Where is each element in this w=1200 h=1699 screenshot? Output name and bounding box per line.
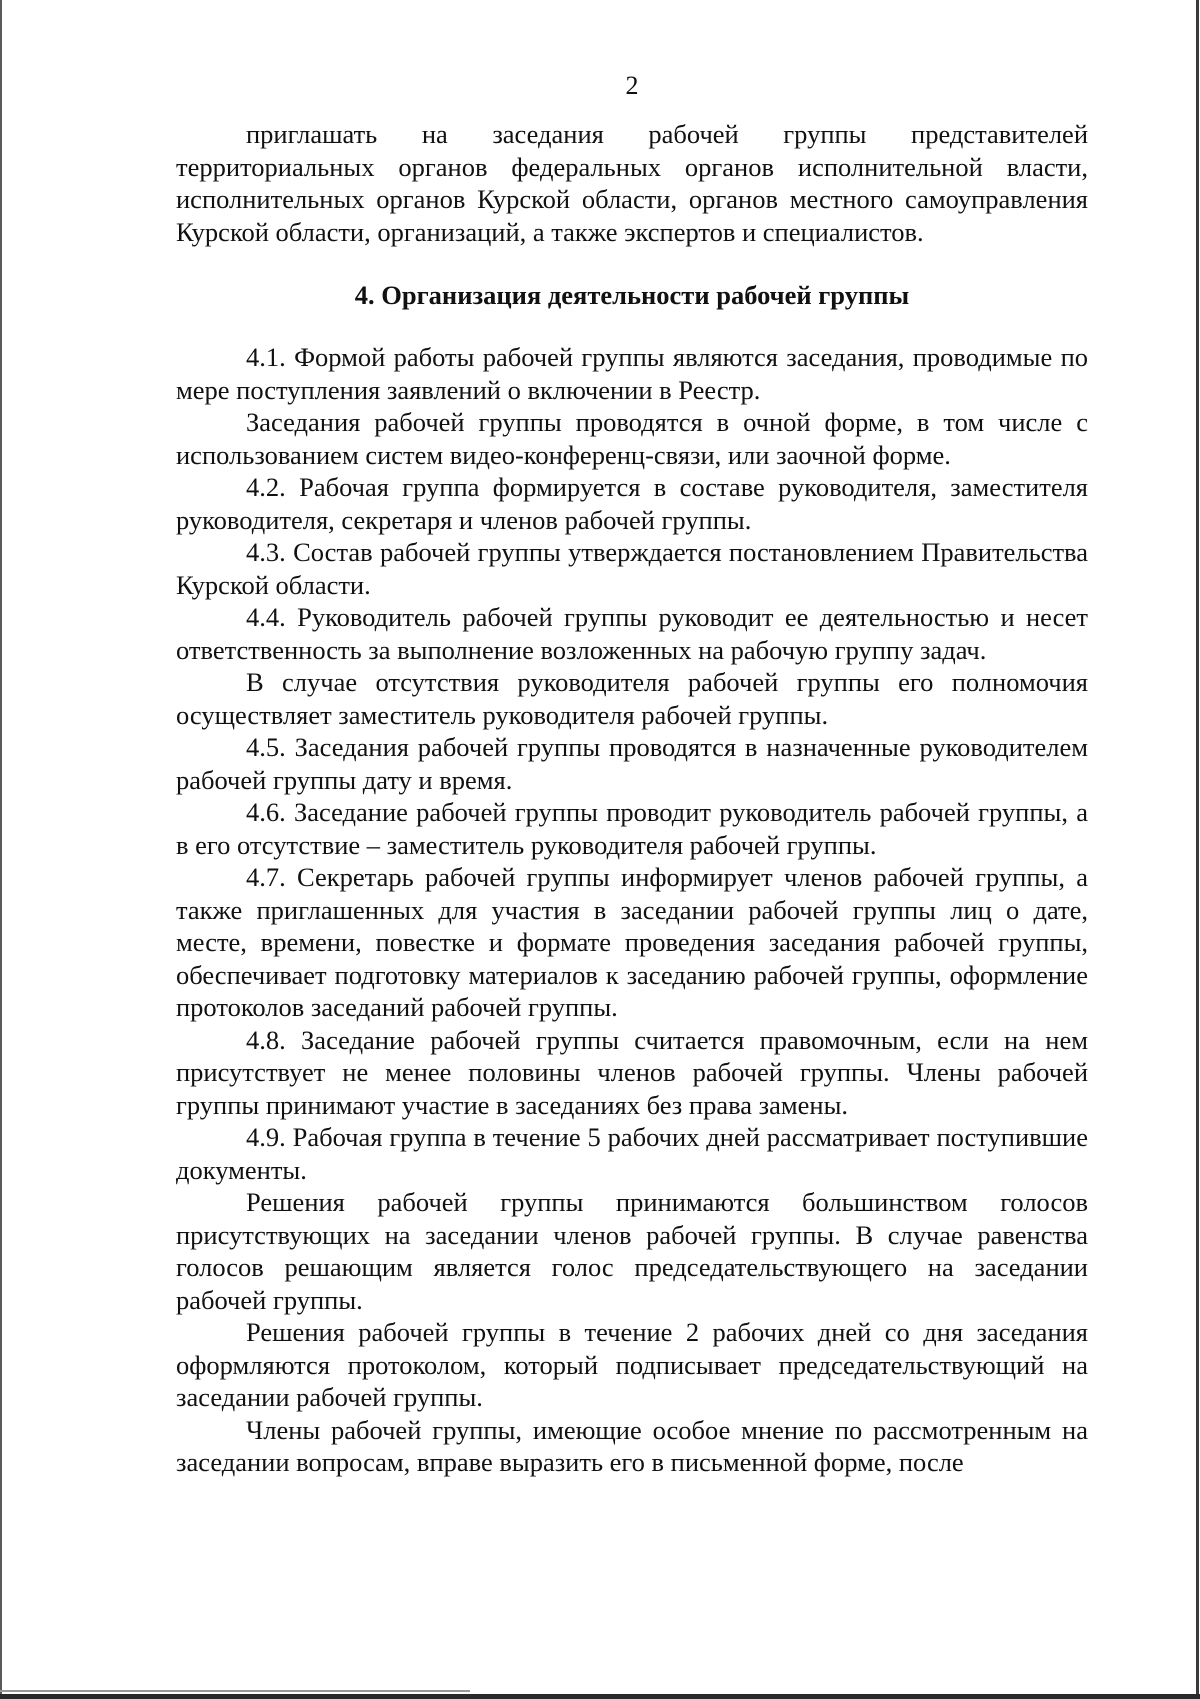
paragraph-4-6: 4.6. Заседание рабочей группы проводит руководитель рабочей группы, а в его отсутствие – заместитель руководителя рабочей группы. bbox=[176, 797, 1088, 860]
intro-paragraph: приглашать на заседания рабочей группы представителей территориальных органов федеральных органов исполнительной власти, исполнительных органов Курской области, органов местного самоуправления Курской области, организаций, а также экспертов и специалистов. bbox=[176, 119, 1088, 247]
paragraph-4-9: 4.9. Рабочая группа в течение 5 рабочих дней рассматривает поступившие документы. bbox=[176, 1122, 1088, 1185]
paragraph-4-3: 4.3. Состав рабочей группы утверждается постановлением Правительства Курской области. bbox=[176, 537, 1088, 600]
section-heading: 4. Организация деятельности рабочей группы bbox=[354, 280, 910, 310]
page-number: 2 bbox=[625, 71, 639, 100]
paragraph-4-5: 4.5. Заседания рабочей группы проводятся в назначенные руководителем рабочей группы дату и время. bbox=[176, 732, 1088, 795]
paragraph-decisions-protocol: Решения рабочей группы в течение 2 рабочих дней со дня заседания оформляются протоколом, который подписывает председательствующий на заседании рабочей группы. bbox=[176, 1317, 1088, 1412]
paragraph-4-2: 4.2. Рабочая группа формируется в составе руководителя, заместителя руководителя, секретаря и членов рабочей группы. bbox=[176, 472, 1088, 535]
paragraph-4-8: 4.8. Заседание рабочей группы считается правомочным, если на нем присутствует не менее половины членов рабочей группы. Члены рабочей группы принимают участие в заседаниях без права замены. bbox=[176, 1024, 1088, 1120]
paragraph-meeting-form: Заседания рабочей группы проводятся в очной форме, в том числе с использованием систем видео-конференц-связи, или заочной форме. bbox=[176, 407, 1088, 470]
paragraph-4-4: 4.4. Руководитель рабочей группы руководит ее деятельностью и несет ответственность за выполнение возложенных на рабочую группу задач. bbox=[176, 602, 1088, 665]
paragraph-dissenting-opinion: Члены рабочей группы, имеющие особое мнение по рассмотренным на заседании вопросам, вправе выразить его в письменной форме, после bbox=[176, 1414, 1088, 1477]
document-page bbox=[176, 70, 1088, 1479]
paragraph-4-7: 4.7. Секретарь рабочей группы информирует членов рабочей группы, а также приглашенных для участия в заседании рабочей группы лиц о дате, месте, времени, повестке и формате проведения заседания рабочей группы, обеспечивает подготовку материалов к заседанию рабочей группы, оформление протоколов заседаний рабочей группы. bbox=[176, 862, 1088, 1022]
paragraph-decisions-voting: Решения рабочей группы принимаются большинством голосов присутствующих на заседании членов рабочей группы. В случае равенства голосов решающим является голос председательствующего на заседании рабочей группы. bbox=[176, 1187, 1088, 1315]
paragraph-deputy-authority: В случае отсутствия руководителя рабочей группы его полномочия осуществляет заместитель руководителя рабочей группы. bbox=[176, 667, 1088, 730]
scan-edge-left bbox=[0, 0, 2, 1699]
paragraph-4-1: 4.1. Формой работы рабочей группы являются заседания, проводимые по мере поступления заявлений о включении в Реестр. bbox=[176, 342, 1088, 405]
scan-edge-bottom-light bbox=[0, 1690, 470, 1692]
scan-edge-right bbox=[1196, 0, 1199, 1699]
scan-edge-bottom bbox=[0, 1694, 1200, 1699]
